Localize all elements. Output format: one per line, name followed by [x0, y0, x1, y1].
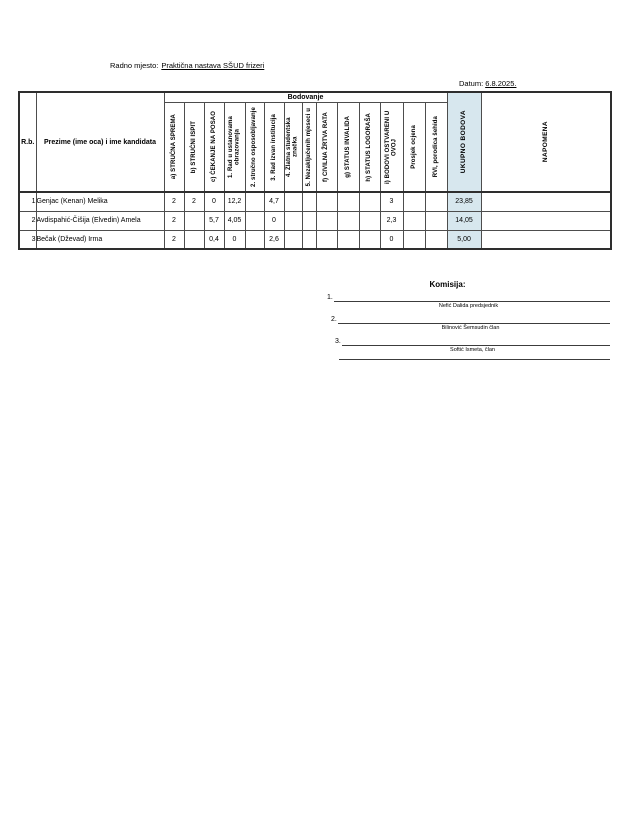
- napomena-cell: [481, 211, 611, 230]
- rb-cell: 3: [19, 230, 36, 249]
- score-cell: 0,4: [204, 230, 224, 249]
- score-column-header: 2. stručno osposobljavanje: [245, 103, 264, 193]
- score-column-header: 1. Rad u ustanovama obrazovanja: [224, 103, 245, 193]
- score-cell: 2,3: [380, 211, 403, 230]
- score-cell: 2: [184, 192, 204, 211]
- score-cell: 5,7: [204, 211, 224, 230]
- score-cell: [316, 192, 337, 211]
- signature-number: 2.: [331, 316, 337, 323]
- signature-caption: Softić Ismeta, član: [450, 347, 495, 353]
- signature-entry: [331, 314, 610, 332]
- score-cell: 4,05: [224, 211, 245, 230]
- score-cell: 2: [164, 211, 184, 230]
- napomena-column-header: NAPOMENA: [481, 92, 611, 192]
- score-cell: [337, 192, 359, 211]
- napomena-cell: [481, 230, 611, 249]
- score-cell: [302, 192, 316, 211]
- score-column-header: b) STRUČNI ISPIT: [184, 103, 204, 193]
- napomena-cell: [481, 192, 611, 211]
- signature-line: [338, 314, 610, 324]
- score-column-header: 5. Nezaključenih mjeseci u: [302, 103, 316, 193]
- score-cell: 2,6: [264, 230, 284, 249]
- score-column-header: g) STATUS INVALIDA: [337, 103, 359, 193]
- score-cell: [403, 230, 425, 249]
- score-cell: [184, 211, 204, 230]
- radno-mjesto-value: Praktična nastava SŠUD frizeri: [161, 61, 265, 70]
- score-cell: [425, 192, 447, 211]
- score-cell: 2: [164, 192, 184, 211]
- datum-label: Datum:: [459, 79, 484, 88]
- score-cell: 0: [204, 192, 224, 211]
- score-column-header: RVI, porodica šehida: [425, 103, 447, 193]
- score-cell: [316, 211, 337, 230]
- total-cell: 14,05: [447, 211, 481, 230]
- score-column-header: i) BODOVI OSTVARENI U OVOJ: [380, 103, 403, 193]
- name-column-header: Prezime (ime oca) i ime kandidata: [36, 92, 164, 192]
- score-cell: [184, 230, 204, 249]
- score-cell: [316, 230, 337, 249]
- datum-value: 6.8.2025.: [485, 79, 517, 88]
- score-column-header: 4. Zlatna studentska značka: [284, 103, 302, 193]
- score-cell: 0: [264, 211, 284, 230]
- total-cell: 5,00: [447, 230, 481, 249]
- score-column-header: 3. Rad izvan institucija: [264, 103, 284, 193]
- signature-number: 1.: [327, 294, 333, 301]
- signature-number: 3.: [335, 338, 341, 345]
- score-cell: [425, 230, 447, 249]
- rb-cell: 2: [19, 211, 36, 230]
- bodovanje-span-header: Bodovanje: [164, 92, 447, 103]
- table-row: [19, 230, 611, 249]
- candidate-name-cell: Bečak (Dževad) Irma: [36, 230, 164, 249]
- score-cell: 0: [380, 230, 403, 249]
- datum-line: [459, 79, 516, 88]
- score-column-header: h) STATUS LOGORAŠA: [359, 103, 380, 193]
- score-cell: 12,2: [224, 192, 245, 211]
- signature-line: [334, 292, 610, 302]
- score-cell: [284, 211, 302, 230]
- score-cell: [403, 211, 425, 230]
- score-cell: [302, 211, 316, 230]
- komisija-title: Komisija:: [429, 280, 466, 289]
- signature-line: [339, 358, 610, 360]
- candidate-name-cell: Genjac (Kenan) Melika: [36, 192, 164, 211]
- score-column-header: Prosjek ocjena: [403, 103, 425, 193]
- total-cell: 23,85: [447, 192, 481, 211]
- score-cell: [425, 211, 447, 230]
- signature-block: [327, 292, 610, 360]
- score-cell: 4,7: [264, 192, 284, 211]
- score-cell: [359, 192, 380, 211]
- signature-line: [342, 336, 610, 346]
- score-column-header: a) STRUČNA SPREMA: [164, 103, 184, 193]
- score-cell: [245, 211, 264, 230]
- score-cell: [337, 211, 359, 230]
- ukupno-column-header: UKUPNO BODOVA: [447, 92, 481, 192]
- score-cell: [245, 192, 264, 211]
- radno-mjesto-label: Radno mjesto:: [110, 61, 159, 70]
- signature-caption: Nefić Dalida predsjednik: [438, 303, 499, 309]
- rb-cell: 1: [19, 192, 36, 211]
- score-cell: [302, 230, 316, 249]
- score-cell: 3: [380, 192, 403, 211]
- signature-caption: Bilinović Šemsudin član: [441, 325, 500, 331]
- score-cell: [284, 230, 302, 249]
- radno-mjesto-line: [110, 61, 264, 70]
- table-row: [19, 192, 611, 211]
- score-cell: 0: [224, 230, 245, 249]
- signature-entry: [327, 292, 610, 310]
- signature-entry: [335, 336, 610, 354]
- candidate-name-cell: Avdispahić-Čišija (Elvedin) Amela: [36, 211, 164, 230]
- score-cell: [403, 192, 425, 211]
- score-cell: 2: [164, 230, 184, 249]
- score-column-header: f) CIVILNA ŽRTVA RATA: [316, 103, 337, 193]
- score-cell: [337, 230, 359, 249]
- score-column-header: c) ČEKANJE NA POSAO: [204, 103, 224, 193]
- bodovanje-table: [18, 91, 612, 250]
- table-row: [19, 211, 611, 230]
- score-cell: [359, 230, 380, 249]
- rb-column-header: R.b.: [19, 92, 36, 192]
- score-cell: [359, 211, 380, 230]
- score-cell: [245, 230, 264, 249]
- score-cell: [284, 192, 302, 211]
